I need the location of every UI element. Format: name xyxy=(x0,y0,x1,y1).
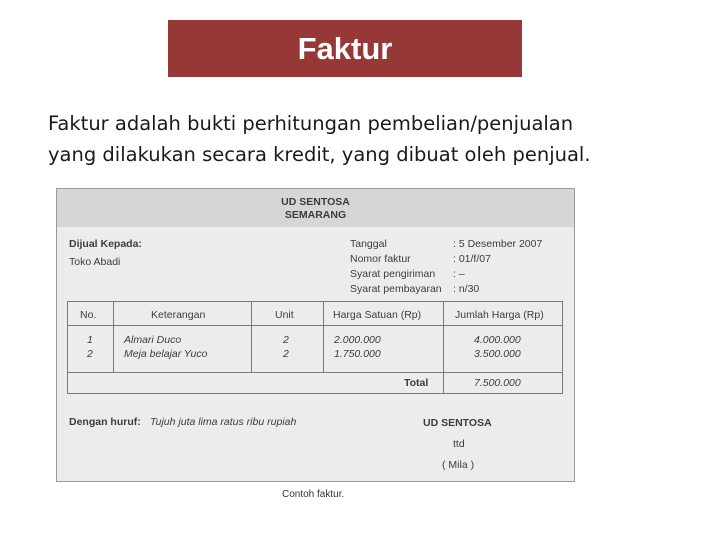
table-rule xyxy=(67,301,563,302)
invoice-company-city: SEMARANG xyxy=(284,209,347,221)
table-rule xyxy=(443,301,444,393)
table-rule xyxy=(113,301,114,372)
invoice-header xyxy=(57,189,574,227)
signature-name: ( Mila ) xyxy=(442,459,475,471)
intro-term: Faktur xyxy=(48,112,109,135)
col-header-unit: Unit xyxy=(275,309,294,321)
table-rule xyxy=(562,301,563,393)
signature-ttd: ttd xyxy=(453,438,465,450)
sold-to-label: Dijual Kepada: xyxy=(69,238,142,250)
table-rule xyxy=(67,301,68,393)
table-rule xyxy=(67,393,563,394)
col-header-description: Keterangan xyxy=(151,309,206,321)
row2-no: 2 xyxy=(87,348,93,360)
total-label: Total xyxy=(404,377,429,389)
row1-no: 1 xyxy=(87,334,93,346)
invoice-table xyxy=(67,301,563,393)
col-header-no: No. xyxy=(80,309,97,321)
meta-label-shipping: Syarat pengiriman xyxy=(350,268,436,280)
intro-text-line2: yang dilakukan secara kredit, yang dibuat oleh penjual. xyxy=(48,143,591,166)
signature-company: UD SENTOSA xyxy=(423,417,492,429)
table-rule xyxy=(67,325,563,326)
customer-name: Toko Abadi xyxy=(69,256,121,268)
row2-item: Meja belajar Yuco xyxy=(124,348,208,360)
col-header-amount: Jumlah Harga (Rp) xyxy=(455,309,544,321)
intro-text-line1: adalah bukti perhitungan pembelian/penjualan xyxy=(108,112,574,135)
meta-value-number: : 01/f/07 xyxy=(453,253,491,265)
meta-value-shipping: : – xyxy=(453,268,465,280)
meta-label-number: Nomor faktur xyxy=(350,253,411,265)
row1-unit: 2 xyxy=(283,334,289,346)
slide-title: Faktur xyxy=(297,30,393,66)
words-value: Tujuh juta lima ratus ribu rupiah xyxy=(150,416,297,428)
row2-price: 1.750.000 xyxy=(334,348,381,360)
meta-label-date: Tanggal xyxy=(350,238,387,250)
intro-paragraph xyxy=(48,108,708,170)
image-caption: Contoh faktur. xyxy=(282,489,345,500)
total-value: 7.500.000 xyxy=(474,377,521,389)
invoice-company-name: UD SENTOSA xyxy=(281,196,350,208)
table-rule xyxy=(323,301,324,372)
table-rule xyxy=(251,301,252,372)
row1-item: Almari Duco xyxy=(124,334,182,346)
invoice-image xyxy=(56,188,575,482)
row2-amount: 3.500.000 xyxy=(474,348,521,360)
meta-value-payment: : n/30 xyxy=(453,283,480,295)
col-header-unit-price: Harga Satuan (Rp) xyxy=(333,309,422,321)
row2-unit: 2 xyxy=(283,348,289,360)
meta-value-date: : 5 Desember 2007 xyxy=(453,238,543,250)
row1-price: 2.000.000 xyxy=(334,334,381,346)
slide-title-banner xyxy=(168,20,522,77)
table-rule xyxy=(67,372,563,373)
row1-amount: 4.000.000 xyxy=(474,334,521,346)
words-label: Dengan huruf: xyxy=(69,416,141,428)
meta-label-payment: Syarat pembayaran xyxy=(350,283,442,295)
